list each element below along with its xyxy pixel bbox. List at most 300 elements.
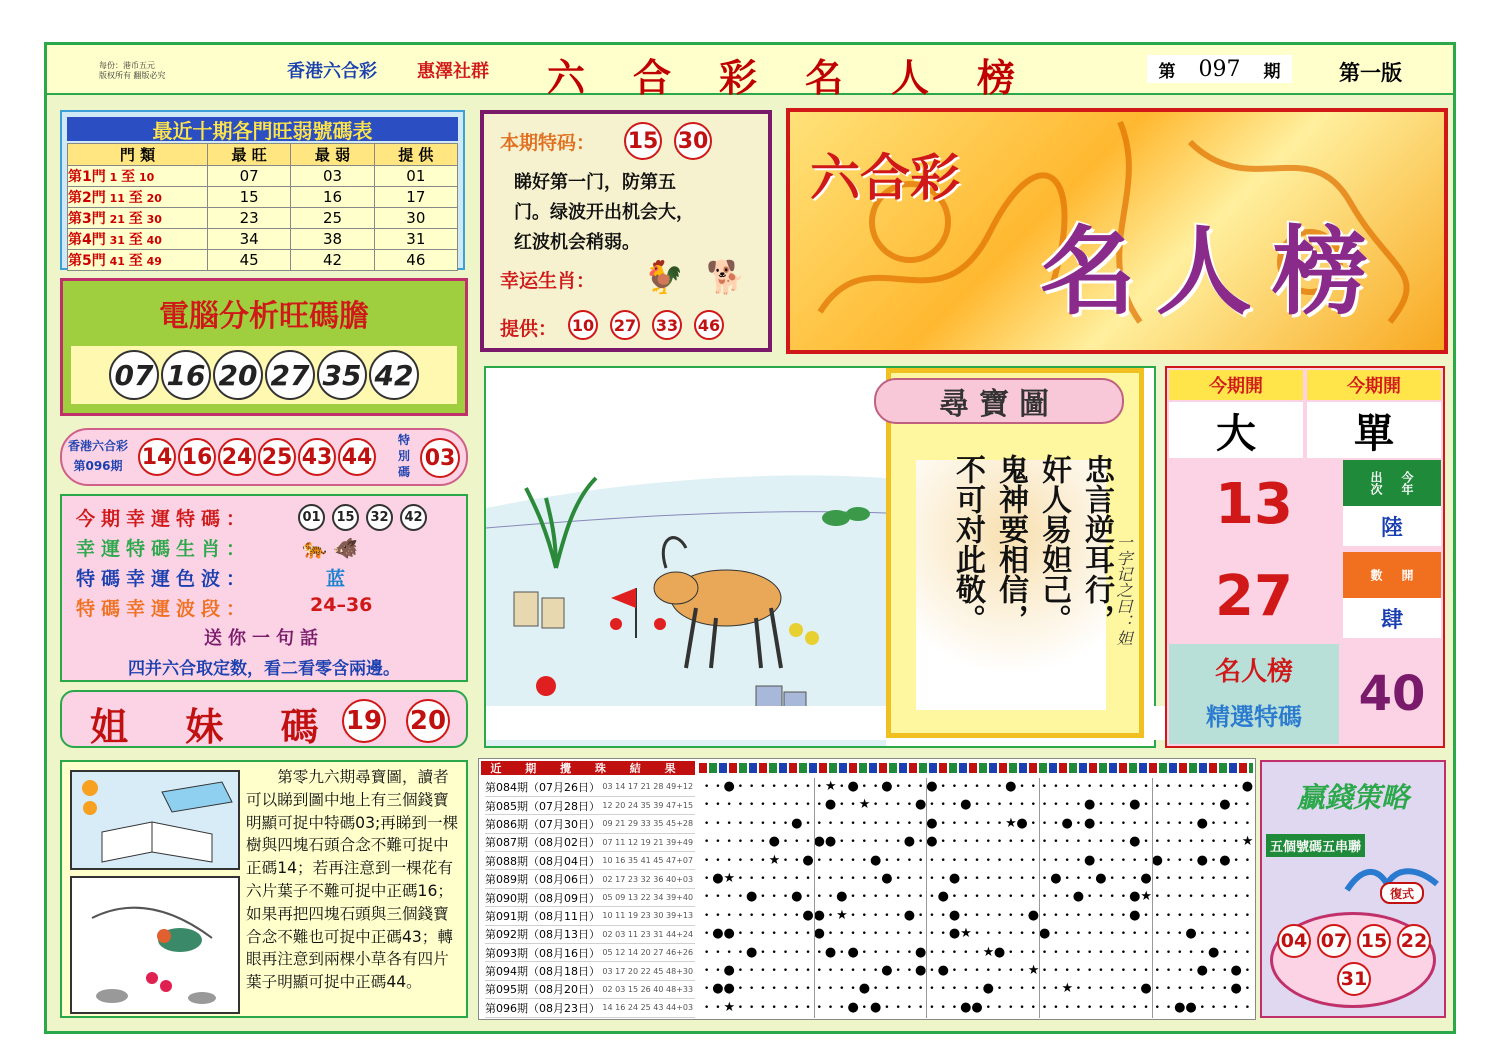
grid-dot: • <box>1075 984 1082 995</box>
grid-dot: • <box>884 818 890 829</box>
grid-dot: • <box>1188 947 1194 958</box>
grid-dot: • <box>1244 800 1251 811</box>
table-row: 第091期（08月11日） 10 11 19 23 30 39+13 <box>485 907 695 925</box>
drawn-marker: ● <box>903 834 916 850</box>
grid-dot: • <box>1143 800 1149 811</box>
grid-dot: • <box>872 966 879 976</box>
grid-dot: • <box>1053 984 1059 995</box>
grid-dot: • <box>996 910 1003 921</box>
drawn-marker: ● <box>1151 852 1163 868</box>
header-brand: 香港六合彩 <box>287 61 377 82</box>
grid-dot: • <box>805 837 811 848</box>
special-marker: ★ <box>723 999 736 1015</box>
grid-dot: • <box>827 1002 834 1013</box>
grid-dot: • <box>1041 818 1048 829</box>
grid-dot: • <box>782 800 789 811</box>
dog-icon: 🐕 <box>706 258 746 296</box>
number-ball: 42 <box>369 350 419 400</box>
drawn-marker: ● <box>813 926 825 942</box>
table-row: 第086期（07月30日） 09 21 29 33 35 45+28 <box>485 815 695 833</box>
drawn-marker: ● <box>960 797 972 813</box>
number-ball: 25 <box>258 438 296 476</box>
grid-dot: • <box>760 984 766 995</box>
drawn-marker: ● <box>1140 981 1152 997</box>
grid-dot: • <box>1008 837 1014 848</box>
grid-dot: • <box>703 782 710 792</box>
grid-dot: • <box>1165 874 1172 884</box>
grid-dot: • <box>861 910 867 921</box>
selected-special-label: 名人榜 精選特碼 <box>1169 644 1339 744</box>
drawn-marker: ● <box>1241 779 1254 794</box>
treasure-map-illustration <box>486 368 888 746</box>
table-row: 第093期（08月16日） 05 12 14 20 27 46+26 <box>485 944 695 962</box>
drawn-marker: ● <box>1174 999 1186 1015</box>
grid-dot: • <box>906 947 913 958</box>
grid-dot: • <box>737 966 744 976</box>
grid-dot: • <box>782 947 789 958</box>
grid-dot: • <box>715 1002 721 1013</box>
grid-dot: • <box>737 855 744 866</box>
grid-dot: • <box>1222 782 1228 792</box>
grid-dot: • <box>872 818 879 829</box>
grid-dot: • <box>1064 892 1070 903</box>
grid-dot: • <box>1019 800 1025 811</box>
grid-dot: • <box>884 837 890 848</box>
grid-dot: • <box>906 929 913 940</box>
grid-dot: • <box>1233 947 1239 958</box>
grid-dot: • <box>1109 892 1115 903</box>
grid-dot: • <box>918 929 924 940</box>
drawn-marker: ● <box>1038 926 1051 942</box>
table-row: 第090期（08月09日） 05 09 13 22 34 39+40 <box>485 888 695 906</box>
grid-dot: • <box>1041 892 1048 903</box>
grid-dot: • <box>805 782 811 792</box>
grid-dot: • <box>929 947 935 958</box>
grid-dot: • <box>985 837 991 848</box>
drawn-marker: ● <box>1129 889 1141 905</box>
results-panel <box>478 758 1256 1020</box>
grid-dot: • <box>895 800 901 811</box>
grid-dot: • <box>760 929 766 940</box>
sister-code-panel: 姐 妹 碼 19 20 <box>60 690 468 748</box>
grid-dot: • <box>760 800 766 811</box>
results-title: 近 期 攪 珠 結 果 <box>481 761 695 775</box>
number-ball: 35 <box>317 350 367 400</box>
grid-dot: • <box>1098 837 1104 848</box>
grid-dot: • <box>715 837 721 848</box>
grid-dot: • <box>1041 874 1048 884</box>
grid-dot: • <box>760 855 766 866</box>
table-row: 第096期（08月23日） 14 16 24 25 43 44+03 <box>485 999 695 1017</box>
drawn-marker: ● <box>1219 852 1231 868</box>
grid-dot: • <box>963 910 969 921</box>
drawn-marker: ● <box>1084 852 1096 868</box>
grid-dot: • <box>929 874 935 884</box>
grid-dot: • <box>703 929 710 940</box>
special-marker: ★ <box>824 779 837 794</box>
grid-dot: • <box>737 1002 744 1013</box>
drawn-marker: ● <box>1050 871 1062 886</box>
grid-dot: • <box>1019 910 1025 921</box>
grid-dot: • <box>1120 1002 1127 1013</box>
grid-dot: • <box>1244 947 1251 958</box>
table-row: 第094期（08月18日） 03 17 20 22 45 48+30 <box>485 962 695 980</box>
grid-dot: • <box>1019 782 1025 792</box>
number-ball: 42 <box>400 504 427 531</box>
grid-dot: • <box>1188 984 1194 995</box>
grid-dot: • <box>771 966 777 976</box>
grid-dot: • <box>805 1002 811 1013</box>
grid-dot: • <box>771 874 777 884</box>
drawn-marker: ● <box>915 944 927 960</box>
grid-dot: • <box>951 966 958 976</box>
grid-dot: • <box>884 800 890 811</box>
grid-dot: • <box>760 966 766 976</box>
number-ball: 01 <box>298 504 325 531</box>
grid-dot: • <box>827 892 834 903</box>
drawn-marker: ● <box>915 963 927 978</box>
special-tip-text: 睇好第一门，防第五 门。绿波开出机会大， 红波机会稍弱。 <box>514 172 694 253</box>
grid-dot: • <box>1233 800 1239 811</box>
grid-dot: • <box>1064 874 1070 884</box>
grid-dot: • <box>974 837 980 848</box>
grid-dot: • <box>1109 818 1115 829</box>
grid-dot: • <box>726 910 732 921</box>
grid-dot: • <box>1177 800 1183 811</box>
grid-dot: • <box>1120 782 1127 792</box>
grid-dot: • <box>895 984 901 995</box>
grid-dot: • <box>1165 855 1172 866</box>
grid-dot: • <box>794 837 800 848</box>
grid-dot: • <box>872 892 879 903</box>
grid-dot: • <box>782 837 789 848</box>
grid-dot: • <box>1086 966 1093 976</box>
grid-dot: • <box>985 1002 991 1013</box>
grid-dot: • <box>1109 800 1115 811</box>
number-ball: 20 <box>406 699 450 743</box>
grid-dot: • <box>1154 984 1160 995</box>
grid-dot: • <box>1199 874 1205 884</box>
grid-dot: • <box>1244 984 1251 995</box>
grid-dot: • <box>940 818 946 829</box>
grid-dot: • <box>1030 837 1036 848</box>
grid-dot: • <box>1053 818 1059 829</box>
grid-dot: • <box>1064 782 1070 792</box>
grid-dot: • <box>1120 818 1127 829</box>
grid-dot: • <box>1075 818 1082 829</box>
grid-dot: • <box>805 984 811 995</box>
grid-dot: • <box>1244 818 1251 829</box>
drawn-marker: ● <box>881 963 893 978</box>
grid-dot: • <box>839 966 845 976</box>
grid-dot: • <box>974 966 980 976</box>
drawn-marker: ● <box>723 981 735 997</box>
banner-subtitle: 六合彩 <box>810 148 960 207</box>
computer-analysis-title: 電腦分析旺碼膽 <box>159 299 369 334</box>
header-fine-print: 每份：港币五元 版权所有 翻版必究 <box>99 61 166 80</box>
special-marker: ★ <box>1140 889 1152 905</box>
grid-dot: • <box>996 874 1003 884</box>
special-marker: ★ <box>858 797 871 813</box>
grid-dot: • <box>996 782 1003 792</box>
grid-dot: • <box>749 966 755 976</box>
grid-dot: • <box>850 892 856 903</box>
grid-dot: • <box>872 837 879 848</box>
drawn-marker: ● <box>948 926 961 942</box>
grid-dot: • <box>996 800 1003 811</box>
grid-dot: • <box>861 818 867 829</box>
grid-dot: • <box>1098 855 1104 866</box>
grid-dot: • <box>861 782 867 792</box>
grid-dot: • <box>1177 984 1183 995</box>
grid-dot: • <box>895 837 901 848</box>
grid-dot: • <box>850 837 856 848</box>
grid-dot: • <box>839 984 845 995</box>
grid-dot: • <box>929 892 935 903</box>
grid-dot: • <box>872 874 879 884</box>
grid-dot: • <box>906 818 913 829</box>
grid-dot: • <box>985 800 991 811</box>
grid-dot: • <box>1008 892 1014 903</box>
grid-dot: • <box>1210 892 1217 903</box>
grid-dot: • <box>827 855 834 866</box>
table-row: 第085期（07月28日） 12 20 24 35 39 47+15 <box>485 796 695 814</box>
grid-dot: • <box>1154 818 1160 829</box>
grid-dot: • <box>749 1002 755 1013</box>
grid-dot: • <box>1222 837 1228 848</box>
grid-dot: • <box>1222 892 1228 903</box>
grid-dot: • <box>715 966 721 976</box>
drawn-marker: ● <box>1061 815 1073 831</box>
lucky-panel: 今期幸運特碼： 01 15 32 42 幸運特碼生肖： 🐅 🐗 特碼幸運色波： 蓝 特碼幸運波段： 24–36 送你一句話 四并六合取定数，看二看零含兩邊。 <box>60 494 468 682</box>
grid-dot: • <box>1064 966 1070 976</box>
grid-dot: • <box>1154 892 1160 903</box>
grid-dot: • <box>1188 855 1194 866</box>
grid-dot: • <box>1075 929 1082 940</box>
grid-dot: • <box>703 837 710 848</box>
drawn-marker: ● <box>712 981 724 997</box>
drawn-marker: ● <box>712 926 724 942</box>
grid-dot: • <box>1177 929 1183 940</box>
grid-dot: • <box>1199 910 1205 921</box>
grid-dot: • <box>816 782 822 792</box>
drawn-marker: ● <box>881 779 893 794</box>
grid-dot: • <box>1210 855 1217 866</box>
grid-dot: • <box>940 929 946 940</box>
grid-dot: • <box>1188 892 1194 903</box>
grid-dot: • <box>782 874 789 884</box>
grid-dot: • <box>839 1002 845 1013</box>
drawn-marker: ● <box>903 907 916 923</box>
grid-dot: • <box>794 855 800 866</box>
grid-dot: • <box>1053 892 1059 903</box>
grid-dot: • <box>1008 1002 1014 1013</box>
grid-dot: • <box>771 892 777 903</box>
number-ball: 07 <box>109 350 159 400</box>
drawn-marker: ● <box>813 834 825 850</box>
grid-dot: • <box>996 837 1003 848</box>
grid-dot: • <box>1233 1002 1239 1013</box>
grid-dot: • <box>1154 782 1160 792</box>
grid-dot: • <box>996 818 1003 829</box>
grid-dot: • <box>861 837 867 848</box>
drawn-marker: ● <box>1230 981 1242 997</box>
grid-dot: • <box>816 874 822 884</box>
grid-dot: • <box>1075 837 1082 848</box>
grid-dot: • <box>940 837 946 848</box>
grid-dot: • <box>816 1002 822 1013</box>
grid-dot: • <box>1053 966 1059 976</box>
grid-dot: • <box>929 800 935 811</box>
grid-dot: • <box>1086 874 1093 884</box>
drawn-marker: ● <box>926 779 938 794</box>
grid-dot: • <box>749 910 755 921</box>
grid-dot: • <box>996 1002 1003 1013</box>
grid-dot: • <box>996 929 1003 940</box>
grid-dot: • <box>782 782 789 792</box>
drawn-marker: ● <box>824 797 837 813</box>
grid-dot: • <box>1210 800 1217 811</box>
grid-dot: • <box>906 892 913 903</box>
grid-dot: • <box>1244 1002 1251 1013</box>
grid-dot: • <box>985 929 991 940</box>
number-ball: 15 <box>624 122 662 160</box>
number-ball: 46 <box>694 310 724 340</box>
drawn-marker: ● <box>858 981 871 997</box>
grid-dot: • <box>839 855 845 866</box>
grid-dot: • <box>850 910 856 921</box>
grid-dot: • <box>1165 929 1172 940</box>
grid-dot: • <box>951 1002 958 1013</box>
grid-dot: • <box>805 818 811 829</box>
grid-dot: • <box>985 966 991 976</box>
grid-dot: • <box>1086 910 1093 921</box>
grid-dot: • <box>884 929 890 940</box>
grid-dot: • <box>963 874 969 884</box>
grid-dot: • <box>703 910 710 921</box>
grid-dot: • <box>906 984 913 995</box>
bird-illustration <box>70 876 240 1014</box>
grid-dot: • <box>1008 874 1014 884</box>
grid-dot: • <box>726 892 732 903</box>
grid-dot: • <box>1143 818 1149 829</box>
grid-dot: • <box>963 966 969 976</box>
grid-dot: • <box>850 800 856 811</box>
grid-dot: • <box>1053 947 1059 958</box>
grid-dot: • <box>929 1002 935 1013</box>
grid-dot: • <box>963 947 969 958</box>
grid-dot: • <box>974 929 980 940</box>
grid-dot: • <box>974 818 980 829</box>
drawn-marker: ● <box>1005 779 1017 794</box>
grid-dot: • <box>1132 1002 1138 1013</box>
special-marker: ★ <box>1061 981 1074 997</box>
grid-dot: • <box>1199 1002 1205 1013</box>
grid-dot: • <box>1019 837 1025 848</box>
drawn-marker: ● <box>802 907 814 923</box>
grid-dot: • <box>760 874 766 884</box>
grid-dot: • <box>1199 947 1205 958</box>
grid-dot: • <box>963 818 969 829</box>
grid-dot: • <box>760 892 766 903</box>
grid-dot: • <box>1064 947 1070 958</box>
grid-dot: • <box>1143 947 1149 958</box>
grid-dot: • <box>974 947 980 958</box>
number-ball: 30 <box>674 122 712 160</box>
grid-dot: • <box>951 984 958 995</box>
grid-dot: • <box>1154 966 1160 976</box>
grid-dot: • <box>929 984 935 995</box>
grid-dot: • <box>760 782 766 792</box>
drawn-marker: ● <box>723 926 735 942</box>
grid-dot: • <box>1222 929 1228 940</box>
number-ball: 07 <box>1317 924 1351 958</box>
grid-dot: • <box>805 892 811 903</box>
grid-dot: • <box>996 892 1003 903</box>
grid-dot: • <box>1064 1002 1070 1013</box>
grid-dot: • <box>1165 947 1172 958</box>
grid-dot: • <box>1075 782 1082 792</box>
grid-dot: • <box>895 892 901 903</box>
drawn-marker: ● <box>948 871 961 886</box>
grid-dot: • <box>1075 855 1082 866</box>
grid-dot: • <box>805 947 811 958</box>
grid-dot: • <box>737 929 744 940</box>
grid-dot: • <box>1210 984 1217 995</box>
special-marker: ★ <box>836 907 848 923</box>
grid-dot: • <box>1143 1002 1149 1013</box>
grid-dot: • <box>749 874 755 884</box>
grid-dot: • <box>861 874 867 884</box>
grid-dot: • <box>1008 966 1014 976</box>
grid-dot: • <box>1165 984 1172 995</box>
grid-divider <box>1152 778 1153 1018</box>
grid-dot: • <box>963 782 969 792</box>
grid-dot: • <box>782 910 789 921</box>
grid-dot: • <box>1199 984 1205 995</box>
grid-dot: • <box>827 910 834 921</box>
selected-special-number: 40 <box>1358 666 1426 722</box>
grid-dot: • <box>1053 929 1059 940</box>
drawn-marker: ● <box>869 852 882 868</box>
grid-dot: • <box>918 818 924 829</box>
grid-dot: • <box>895 855 901 866</box>
grid-divider <box>814 778 815 1018</box>
special-marker: ★ <box>982 944 995 960</box>
grid-dot: • <box>895 1002 901 1013</box>
grid-dot: • <box>861 1002 867 1013</box>
grid-dot: • <box>985 855 991 866</box>
grid-dot: • <box>1120 947 1127 958</box>
grid-dot: • <box>872 984 879 995</box>
grid-dot: • <box>1188 837 1194 848</box>
number-ball: 22 <box>1397 924 1431 958</box>
header-group: 惠澤社群 <box>417 61 489 82</box>
grid-dot: • <box>1132 818 1138 829</box>
grid-dot: • <box>715 782 721 792</box>
grid-dot: • <box>1086 892 1093 903</box>
grid-dot: • <box>1109 837 1115 848</box>
grid-dot: • <box>1030 892 1036 903</box>
grid-dot: • <box>1019 929 1025 940</box>
grid-dot: • <box>872 947 879 958</box>
grid-dot: • <box>1244 874 1251 884</box>
poem-note: 一字记之曰：妲 <box>1114 534 1133 646</box>
grid-dot: • <box>1165 800 1172 811</box>
grid-dot: • <box>951 892 958 903</box>
grid-dot: • <box>1041 855 1048 866</box>
grid-dot: • <box>1053 800 1059 811</box>
